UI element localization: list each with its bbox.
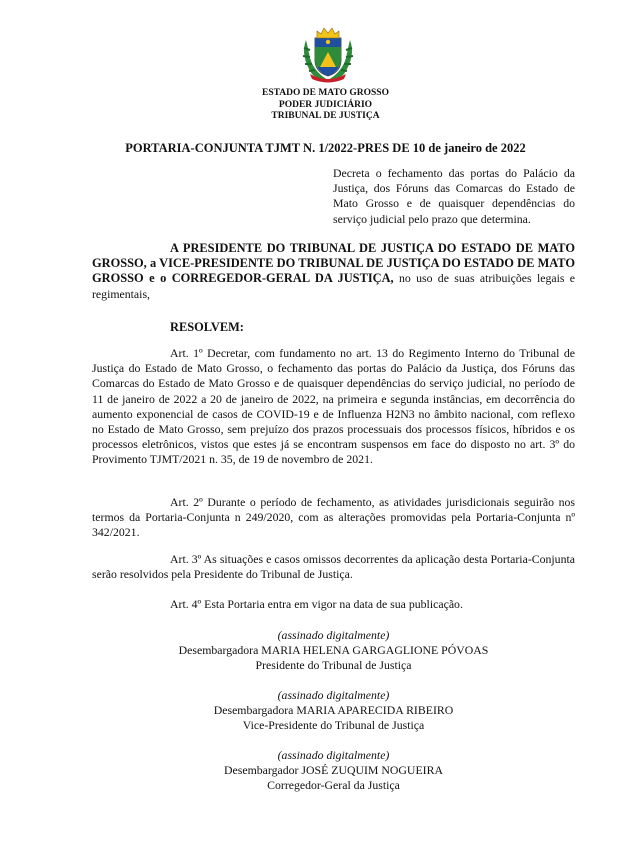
- resolvem-heading: RESOLVEM:: [170, 320, 244, 334]
- article-2-text: Art. 2º Durante o período de fechamento, as atividades jurisdicionais seguirão nos termos da Portaria-Conjunta n 249/2020, com as alterações promovidas pela Portaria-Conjunta nº 342/2021.: [92, 495, 575, 540]
- intro-authorities: A PRESIDENTE DO TRIBUNAL DE JUSTIÇA DO ESTADO DE MATO GROSSO, a VICE-PRESIDENTE DO TRIBUNAL DE JUSTIÇA DO ESTADO DE MATO GROSSO e o CORREGEDOR-GERAL DA JUSTIÇA,: [92, 241, 575, 286]
- ementa-summary: Decreta o fechamento das portas do Palácio da Justiça, dos Fóruns das Comarcas do Estado de Mato Grosso e de quaisquer dependências do serviço judicial pelo prazo que determina.: [333, 166, 575, 226]
- intro-paragraph: [92, 241, 575, 302]
- article-2: [92, 495, 575, 541]
- article-1-text: Art. 1º Decretar, com fundamento no art. 13 do Regimento Interno do Tribunal de Justiça do Estado de Mato Grosso, o fechamento das portas do Palácio da Justiça, dos Fóruns das Comarcas do Estado de Mato Grosso e de quaisquer dependências do serviço judicial, no período de 11 de janeiro de 2022 a 20 de janeiro de 2022, na primeira e segunda instâncias, em decorrência do aumento exponencial de casos de COVID-19 e de Influenza H2N3 no âmbito nacional, com reflexo no Estado de Mato Grosso, sem prejuízo dos prazos processuais dos processos físicos, híbridos e os processos eletrônicos, vistos que estes já se encontram suspensos em face do disposto no art. 3º do Provimento TJMT/2021 n. 35, de 19 de novembro de 2021.: [92, 346, 575, 467]
- article-4: [92, 597, 575, 612]
- state-name: ESTADO DE MATO GROSSO: [262, 88, 389, 98]
- article-3: [92, 552, 575, 582]
- signature-note: (assinado digitalmente): [277, 688, 390, 702]
- article-1: [92, 346, 575, 468]
- article-4-text: Art. 4º Esta Portaria entra em vigor na data de sua publicação.: [170, 597, 463, 611]
- signer-role: Vice-Presidente do Tribunal de Justiça: [242, 718, 425, 733]
- signer-name: Desembargadora MARIA APARECIDA RIBEIRO: [213, 703, 454, 718]
- branch-name: PODER JUDICIÁRIO: [278, 99, 373, 110]
- intro-rest: no uso de suas atribuições legais e regimentais,: [92, 271, 576, 301]
- signer-role: Presidente do Tribunal de Justiça: [255, 658, 412, 673]
- signer-role: Corregedor-Geral da Justiça: [267, 778, 400, 793]
- document-title: PORTARIA-CONJUNTA TJMT N. 1/2022-PRES DE 10 de janeiro de 2022: [125, 141, 526, 155]
- signer-name: Desembargadora MARIA HELENA GARGAGLIONE PÓVOAS: [178, 643, 489, 658]
- state-coat-of-arms-icon: [298, 22, 358, 84]
- signature-block-vice-president: [92, 688, 575, 734]
- signature-note: (assinado digitalmente): [277, 748, 390, 762]
- court-name: TRIBUNAL DE JUSTIÇA: [271, 111, 380, 121]
- letterhead: [0, 88, 629, 123]
- article-3-text: Art. 3º As situações e casos omissos decorrentes da aplicação desta Portaria-Conjunta serão resolvidos pela Presidente do Tribunal de Justiça.: [92, 552, 575, 582]
- signature-note: (assinado digitalmente): [277, 628, 390, 642]
- signature-block-president: [92, 628, 575, 674]
- signer-name: Desembargador JOSÉ ZUQUIM NOGUEIRA: [224, 763, 443, 778]
- signature-block-corregedor: [92, 748, 575, 794]
